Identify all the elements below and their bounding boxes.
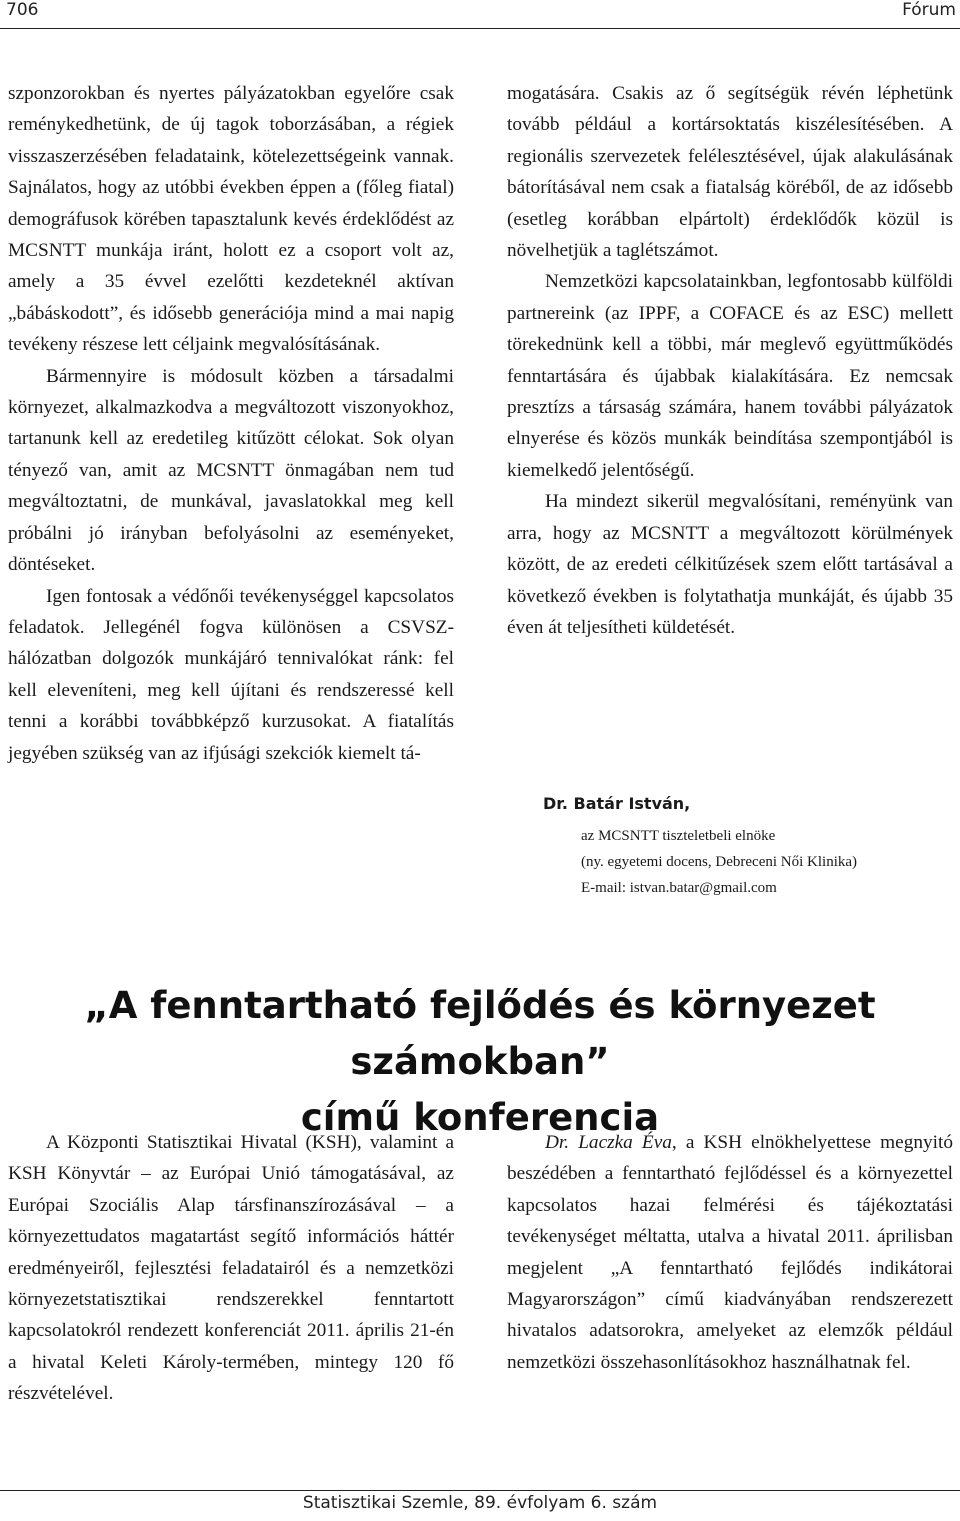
headline-line-1: „A fenntartható fejlődés és környezet számokban” <box>84 984 876 1083</box>
author-email: E-mail: istvan.batar@gmail.com <box>581 880 777 896</box>
paragraph: Bármennyire is módosult közben a társadalmi környezet, alkalmazkodva a megváltozott viszonyokhoz, tartanunk kell az eredetileg kitűzött célokat. Sok olyan tényező van, amit az MCSNTT önmagában nem tud megváltoztatni, de munkával, javaslatokkal meg kell próbálni jó irányban befolyásolni az eseményeket, döntéseket. <box>8 365 454 576</box>
headline-line-2: című konferencia <box>300 1096 660 1139</box>
right-column-article <box>507 1127 953 1378</box>
author-name: Dr. Batár István, <box>543 794 691 813</box>
left-column-top <box>8 78 454 769</box>
paragraph <box>507 1127 953 1378</box>
right-column-top <box>507 78 953 643</box>
journal-footer: Statisztikai Szemle, 89. évfolyam 6. szám <box>302 1493 658 1513</box>
paragraph: Ha mindezt sikerül megvalósítani, reményünk van arra, hogy az MCSNTT a megváltozott körülmények között, de az eredeti célkitűzések szem előtt tartásával a következő években is folytathatja munkáját, és újabb 35 éven át teljesítheti küldetését. <box>507 491 953 638</box>
speaker-name: Dr. Laczka Éva <box>545 1132 672 1153</box>
paragraph: Nemzetközi kapcsolatainkban, legfontosabb külföldi partnereink (az IPPF, a COFACE és az ESC) mellett törekednünk kell a többi, már meglevő együttműködés fenntartására és újabbak kialakítására. Ez nemcsak presztízs a társaság számára, hanem további pályázatok elnyerése és közös munkák beindítása szempontjából is kiemelkedő jelentőségű. <box>507 271 953 481</box>
paragraph: mogatására. Csakis az ő segítségük révén léphetünk tovább például a kortársoktatás kiszélesítésében. A regionális szervezetek felélesztésével, újak alakulásának bátorításával nem csak a fiatalság köréből, de az idősebb (esetleg korábban elpártolt) érdeklődők közül is növelhetjük a taglétszámot. <box>507 83 953 262</box>
article-headline <box>0 978 960 1146</box>
paragraph: Igen fontosak a védőnői tevékenységgel kapcsolatos feladatok. Jellegénél fogva különösen a CSVSZ-hálózatban dolgozók munkájáró tennivalókat ránk: fel kell eleveníteni, meg kell újítani és rendszeressé kell tenni a korábbi továbbképző kurzusokat. A fiatalítás jegyében szükség van az ifjúsági szekciók kiemelt tá- <box>8 585 454 764</box>
paragraph: szponzorokban és nyertes pályázatokban egyelőre csak reménykedhetünk, de új tagok toborzásában, a régiek visszaszerzésében feladataink, kötelezettségeink vannak. Sajnálatos, hogy az utóbbi években éppen a (főleg fiatal) demográfusok körében tapasztalunk kevés érdeklődést az MCSNTT munkája iránt, holott ez a csoport volt az, amely a 35 évvel ezelőtti kezdeteknél aktívan „bábáskodott”, és idősebb generációja mind a mai napig tevékeny részese lett céljaink megvalósításának. <box>8 83 454 356</box>
paragraph: A Központi Statisztikai Hivatal (KSH), valamint a KSH Könyvtár – az Európai Unió támogatásával, az Európai Szociális Alap társfinanszírozásával – a környezettudatos magatartást segítő információs háttér eredményeiről, fejlesztési feladatairól és a nemzetközi környezetstatisztikai rendszerekkel fenntartott kapcsolatokról rendezett konferenciát 2011. április 21-én a hivatal Keleti Károly-termében, mintegy 120 fő részvételével. <box>8 1132 454 1405</box>
author-affiliation: (ny. egyetemi docens, Debreceni Női Klinika) <box>581 854 858 870</box>
author-title: az MCSNTT tiszteletbeli elnöke <box>581 828 776 844</box>
paragraph-text: , a KSH elnökhelyettese megnyitó beszédében a fenntartható fejlődéssel és a környezettel kapcsolatos hazai felmérési és tájékoztatási tevékenységet méltatta, utalva a hivatal 2011. áprilisban megjelent „A fenntartható fejlődés indikátorai Magyarországon” című kiadványában rendszerezett hivatalos adatsorokra, amelyeket az elemzők például nemzetközi összehasonlításokhoz használhatnak fel. <box>507 1132 953 1373</box>
page-number: 706 <box>6 0 39 20</box>
header-rule <box>0 28 960 29</box>
section-name: Fórum <box>902 0 956 20</box>
left-column-article <box>8 1127 454 1410</box>
footer-rule <box>0 1490 960 1491</box>
author-signature <box>543 794 857 901</box>
